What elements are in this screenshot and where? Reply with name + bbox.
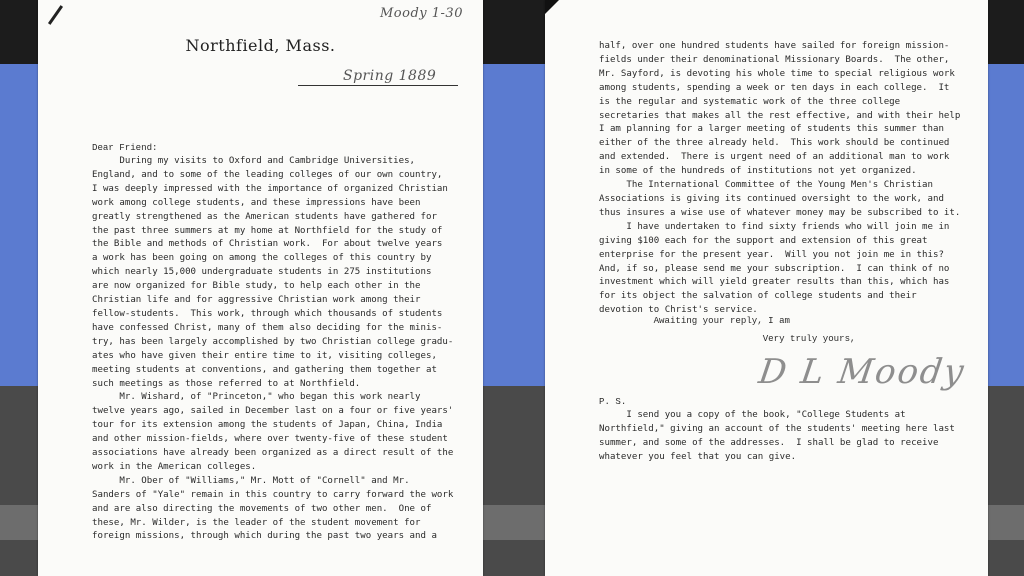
text-line: Sanders of "Yale" remain in this country to carry forward the work — [92, 489, 454, 500]
text-line: I have undertaken to find sixty friends who will join me in — [599, 221, 950, 232]
text-line: I was deeply impressed with the importance of organized Christian — [92, 183, 448, 194]
letter-page-left — [38, 0, 483, 576]
text-line: in some of the hundreds of institutions not yet organized. — [599, 166, 917, 177]
text-line: the Bible and methods of Christian work. For about twelve years — [92, 239, 443, 250]
text-line: The International Committee of the Young Men's Christian — [599, 180, 933, 191]
text-line: these, Mr. Wilder, is the leader of the student movement for — [92, 517, 421, 528]
text-line: thus insures a wise use of whatever money may be subscribed to it. — [599, 207, 961, 218]
text-line: Mr. Ober of "Williams," Mr. Mott of "Cornell" and Mr. — [92, 475, 410, 486]
text-line: foreign missions, through which during the past two years and a — [92, 531, 437, 542]
text-line: Christian life and for aggressive Christian work among their — [92, 295, 421, 306]
letter-body-right — [599, 40, 960, 318]
text-line: enterprise for the present year. Will you not join me in this? — [599, 249, 944, 260]
closing-line: Awaiting your reply, I am — [599, 315, 790, 326]
postscript-text — [599, 409, 955, 465]
text-line: investment which will yield greater results than this, which has — [599, 277, 950, 288]
letter-body-text — [599, 40, 960, 318]
text-line: a work has been going on among the colleges of this country by — [92, 253, 432, 264]
text-line: and other mission-fields, where over twenty-five of these student — [92, 434, 448, 445]
text-line: either of the three already held. This work should be continued — [599, 138, 950, 149]
salutation: Dear Friend: — [92, 142, 158, 153]
text-line: and extended. There is urgent need of an additional man to work — [599, 152, 950, 163]
text-line: twelve years ago, sailed in December last on a four or five years' — [92, 406, 454, 417]
postscript — [599, 409, 955, 465]
text-line: devotion to Christ's service. — [599, 305, 758, 316]
text-line: are now organized for Bible study, to help each other in the — [92, 281, 421, 292]
text-line: work in the American colleges. — [92, 461, 257, 472]
text-line: secretaries that makes all the rest effective, and with their help — [599, 110, 961, 121]
letter-body-left — [92, 155, 453, 544]
text-line: for its object the salvation of college students and their — [599, 291, 917, 302]
text-line: which nearly 15,000 undergraduate students in 275 institutions — [92, 267, 432, 278]
text-line: Associations is giving its continued oversight to the work, and — [599, 193, 944, 204]
letter-page-right — [545, 0, 988, 576]
text-line: tour for its extension among the students of Japan, China, India — [92, 420, 443, 431]
valediction: Very truly yours, — [599, 333, 856, 344]
letterhead-heading: Northfield, Mass. — [185, 36, 336, 55]
text-line: Mr. Sayford, is devoting his whole time to special religious work — [599, 68, 955, 79]
page-corner-shadow — [545, 0, 559, 14]
postscript-label: P. S. — [599, 396, 627, 407]
letter-body-text — [92, 155, 453, 544]
text-line: ates who have given their entire time to it, visiting colleges, — [92, 350, 437, 361]
text-line: giving $100 each for the support and extension of this great — [599, 235, 928, 246]
text-line: Northfield," giving an account of the students' meeting here last — [599, 423, 955, 434]
text-line: among students, spending a week or ten days in each college. It — [599, 82, 950, 93]
text-line: such meetings as those referred to at Northfield. — [92, 378, 361, 389]
text-line: I am planning for a larger meeting of students this summer than — [599, 124, 944, 135]
text-line: the past three summers at my home at Northfield for the study of — [92, 225, 443, 236]
text-line: greatly strengthened as the American students have gathered for — [92, 211, 437, 222]
text-line: England, and to some of the leading colleges of our own country, — [92, 169, 443, 180]
archive-annotation: Moody 1-30 — [380, 6, 463, 21]
signature: D L Moody — [756, 352, 968, 392]
text-line: half, over one hundred students have sailed for foreign mission- — [599, 41, 950, 51]
text-line: try, has been largely accomplished by two Christian college gradu- — [92, 336, 454, 347]
text-line: is the regular and systematic work of the three college — [599, 96, 901, 107]
text-line: And, if so, please send me your subscription. I can think of no — [599, 263, 950, 274]
date-underline — [298, 85, 458, 86]
pen-mark — [48, 5, 63, 25]
text-line: Mr. Wishard, of "Princeton," who began this work nearly — [92, 392, 421, 403]
text-line: fellow-students. This work, through which thousands of students — [92, 308, 443, 319]
text-line: meeting students at conventions, and gathering them together at — [92, 364, 437, 375]
text-line: work among college students, and these impressions have been — [92, 197, 421, 208]
text-line: whatever you feel that you can give. — [599, 451, 797, 462]
text-line: During my visits to Oxford and Cambridge Universities, — [92, 156, 416, 166]
text-line: I send you a copy of the book, "College Students at — [599, 410, 906, 420]
text-line: fields under their denominational Missionary Boards. The other, — [599, 54, 950, 65]
handwritten-date: Spring 1889 — [343, 68, 437, 84]
text-line: have confessed Christ, many of them also deciding for the minis- — [92, 322, 443, 333]
text-line: associations have already been organized as a direct result of the — [92, 448, 454, 459]
text-line: summer, and some of the addresses. I shall be glad to receive — [599, 437, 939, 448]
text-line: and are also directing the movements of two other men. One of — [92, 503, 432, 514]
